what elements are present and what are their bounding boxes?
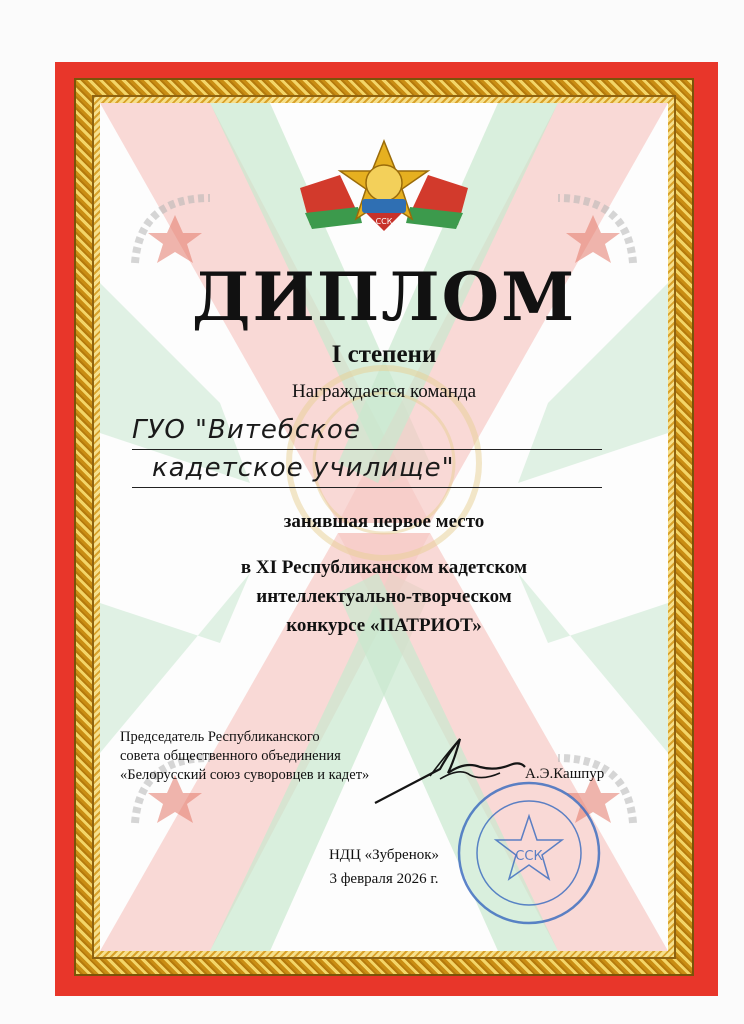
awarded-line: Награждается команда xyxy=(292,381,476,402)
diploma-content xyxy=(100,103,668,951)
signer-line-3: «Белорусский союз суворовцев и кадет» xyxy=(120,767,370,783)
signer-name: А.Э.Кашпур xyxy=(525,766,605,782)
signer-line-2: совета общественного объединения xyxy=(120,748,341,764)
place-line: занявшая первое место xyxy=(283,511,485,532)
svg-text:ССК: ССК xyxy=(515,849,543,864)
contest-line-1: в XI Республиканском кадетском xyxy=(240,557,528,578)
contest-line-2: интеллектуально-творческом xyxy=(256,586,512,607)
contest-line-3: конкурсе «ПАТРИОТ» xyxy=(286,615,482,636)
svg-text:ССК: ССК xyxy=(375,217,393,226)
signer-title xyxy=(120,728,369,785)
fill-line-1 xyxy=(132,449,602,450)
venue: НДЦ «Зубренок» xyxy=(328,847,440,863)
ssk-emblem xyxy=(300,141,468,231)
issue-date: 3 февраля 2026 г. xyxy=(329,871,439,887)
team-name-handwritten-2: кадетское училище" xyxy=(152,453,455,483)
fill-line-2 xyxy=(132,487,602,488)
diploma-degree: I степени xyxy=(331,341,437,368)
diploma-title: ДИПЛОМ xyxy=(191,258,577,336)
signer-line-1: Председатель Республиканского xyxy=(120,729,320,745)
team-name-handwritten-1: ГУО "Витебское xyxy=(132,415,361,445)
